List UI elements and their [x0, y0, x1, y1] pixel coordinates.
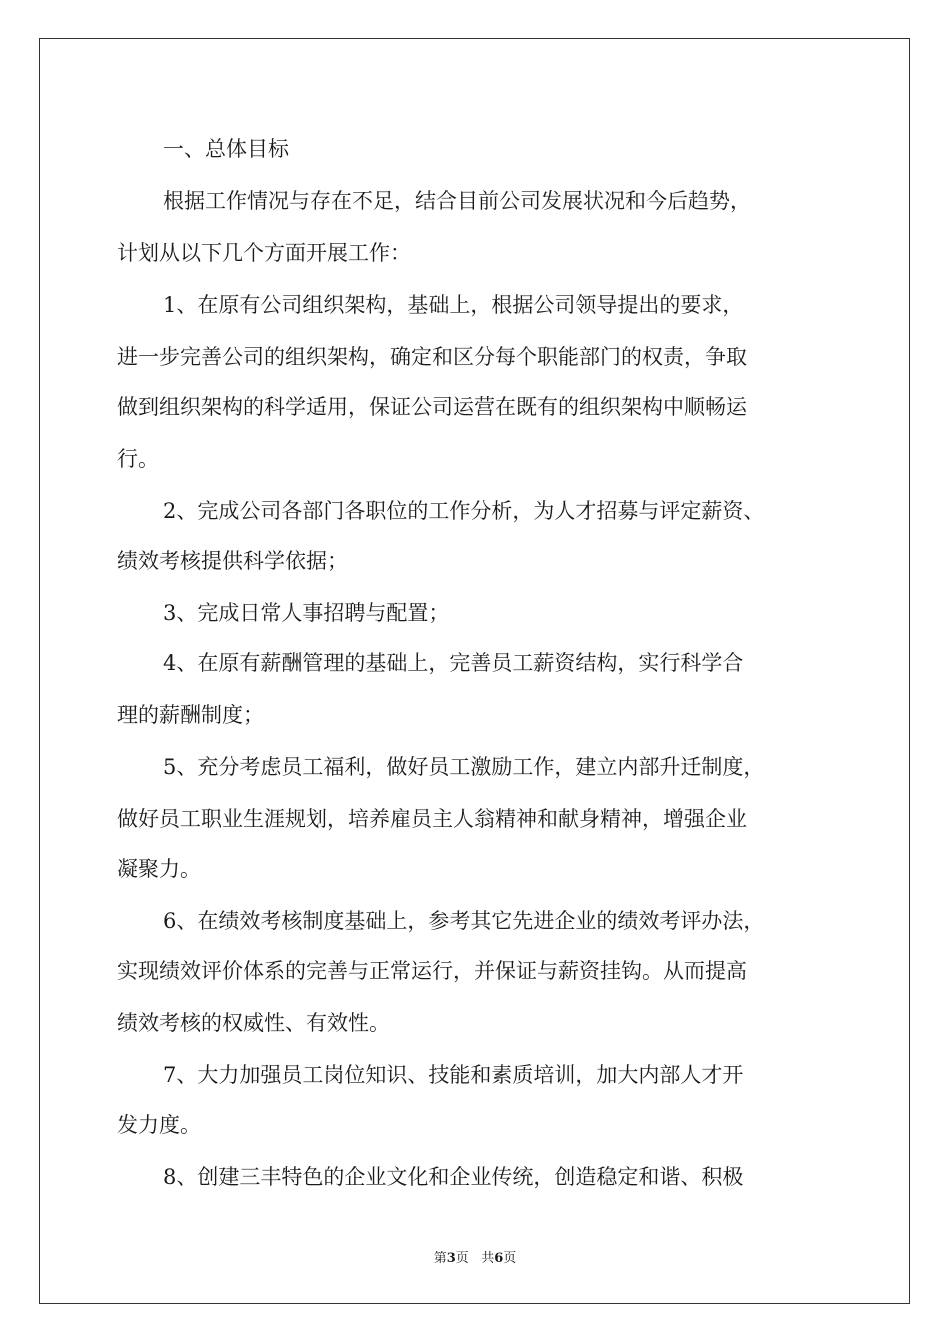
paragraph-line: 5、充分考虑员工福利，做好员工激励工作，建立内部升迁制度， — [163, 755, 765, 779]
paragraph-line: 4、在原有薪酬管理的基础上，完善员工薪资结构，实行科学合 — [163, 651, 744, 675]
paragraph-line: 1、在原有公司组织架构，基础上，根据公司领导提出的要求， — [163, 293, 744, 317]
footer-total-pages: 6 — [494, 1251, 504, 1266]
footer-page-suffix: 页 — [455, 1251, 469, 1266]
page-footer — [0, 1247, 950, 1266]
paragraph-line: 实现绩效评价体系的完善与正常运行，并保证与薪资挂钩。从而提高 — [117, 959, 747, 983]
paragraph-line: 理的薪酬制度； — [117, 703, 264, 727]
paragraph-line: 发力度。 — [117, 1113, 201, 1137]
paragraph-line: 一、总体目标 — [163, 137, 289, 161]
paragraph-line: 做好员工职业生涯规划，培养雇员主人翁精神和献身精神，增强企业 — [117, 807, 747, 831]
paragraph-line: 计划从以下几个方面开展工作： — [117, 241, 411, 265]
paragraph-line: 做到组织架构的科学适用，保证公司运营在既有的组织架构中顺畅运 — [117, 395, 747, 419]
paragraph-line: 3、完成日常人事招聘与配置； — [163, 601, 450, 625]
paragraph-line: 2、完成公司各部门各职位的工作分析，为人才招募与评定薪资、 — [163, 499, 765, 523]
paragraph-line: 根据工作情况与存在不足，结合目前公司发展状况和今后趋势， — [163, 189, 751, 213]
paragraph-line: 8、创建三丰特色的企业文化和企业传统，创造稳定和谐、积极 — [163, 1165, 744, 1189]
footer-total-prefix: 共 — [481, 1251, 495, 1266]
footer-page-number: 3 — [446, 1251, 456, 1266]
paragraph-line: 绩效考核的权威性、有效性。 — [117, 1011, 390, 1035]
paragraph-line: 进一步完善公司的组织架构，确定和区分每个职能部门的权责，争取 — [117, 345, 747, 369]
paragraph-line: 凝聚力。 — [117, 857, 201, 881]
paragraph-line: 行。 — [117, 447, 159, 471]
paragraph-line: 6、在绩效考核制度基础上，参考其它先进企业的绩效考评办法， — [163, 909, 765, 933]
paragraph-line: 绩效考核提供科学依据； — [117, 549, 348, 573]
footer-total-suffix: 页 — [503, 1251, 517, 1266]
footer-page-prefix: 第 — [433, 1251, 447, 1266]
paragraph-line: 7、大力加强员工岗位知识、技能和素质培训，加大内部人才开 — [163, 1063, 744, 1087]
